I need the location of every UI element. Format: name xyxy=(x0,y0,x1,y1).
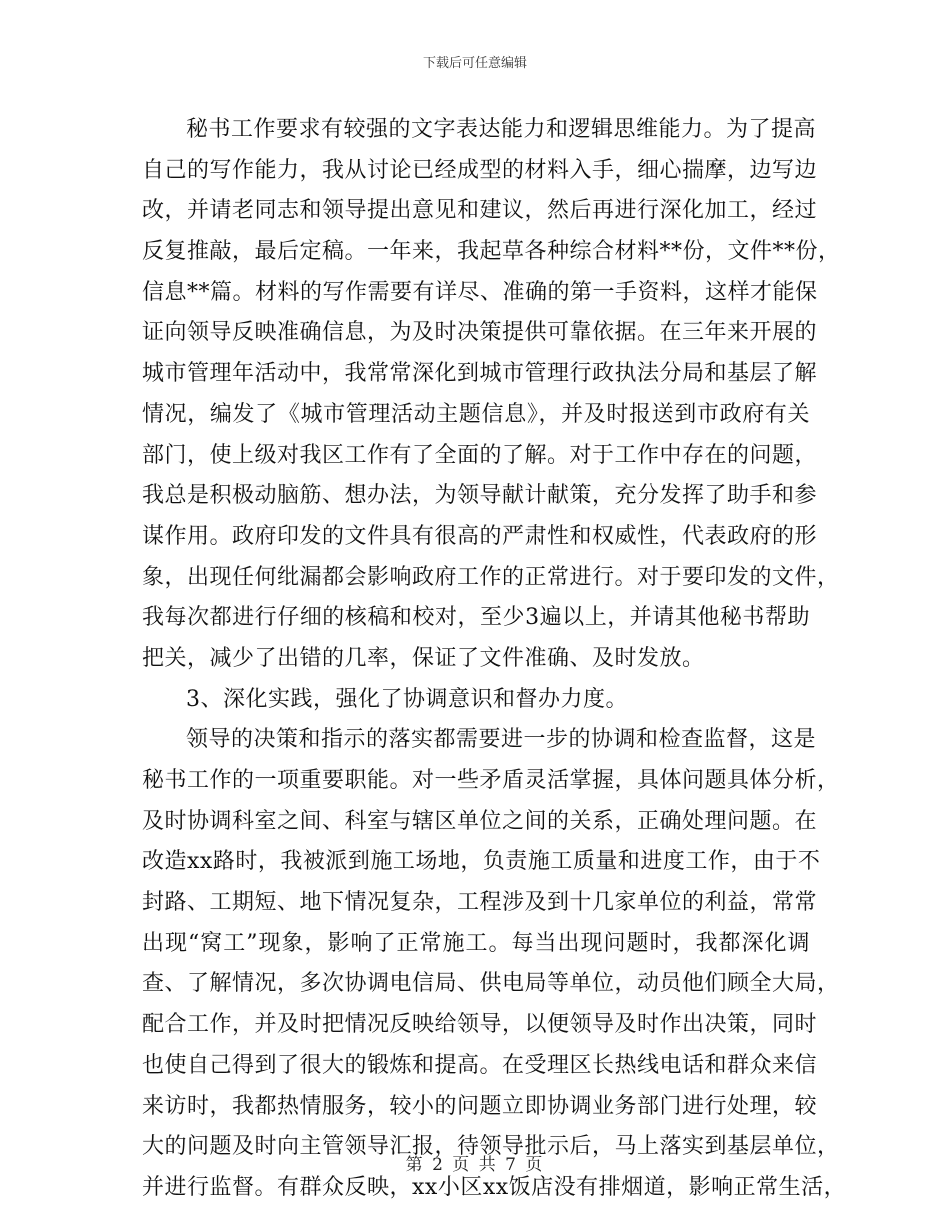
text-line: 象，出现任何纰漏都会影响政府工作的正常进行。对于要印发的文件， xyxy=(142,564,840,590)
text-line: 情况，编发了《城市管理活动主题信息》，并及时报送到市政府有关 xyxy=(142,401,810,427)
text-line: 改，并请老同志和领导提出意见和建议，然后再进行深化加工，经过 xyxy=(142,198,818,224)
text-line: 领导的决策和指示的落实都需要进一步的协调和检查监督，这是 xyxy=(186,727,817,753)
text-line: 部门，使上级对我区工作有了全面的了解。对于工作中存在的问题， xyxy=(142,442,818,468)
text-line: 我每次都进行仔细的核稿和校对，至少3遍以上，并请其他秘书帮助 xyxy=(142,605,810,631)
text-line: 来访时，我都热情服务，较小的问题立即协调业务部门进行处理，较 xyxy=(142,1093,818,1119)
text-line: 出现“窝工”现象，影响了正常施工。每当出现问题时，我都深化调 xyxy=(142,930,810,956)
text-line: 封路、工期短、地下情况复杂，工程涉及到十几家单位的利益，常常 xyxy=(142,890,818,916)
page-footer: 第 2 页 共 7 页 xyxy=(405,1155,545,1175)
text-line: 3、深化实践，强化了协调意识和督办力度。 xyxy=(186,686,628,712)
text-line: 信息**篇。材料的写作需要有详尽、准确的第一手资料，这样才能保 xyxy=(142,279,818,305)
text-line: 也使自己得到了很大的锻炼和提高。在受理区长热线电话和群众来信 xyxy=(142,1052,818,1078)
text-line: 把关，减少了出错的几率，保证了文件准确、及时发放。 xyxy=(142,645,705,671)
document-body xyxy=(142,110,847,1209)
text-line: 秘书工作要求有较强的文字表达能力和逻辑思维能力。为了提高 xyxy=(186,117,817,142)
text-line: 秘书工作的一项重要职能。对一些矛盾灵活掌握，具体问题具体分析， xyxy=(142,768,840,793)
page-header: 下载后可任意编辑 xyxy=(422,56,527,71)
text-line: 反复推敲，最后定稿。一年来，我起草各种综合材料**份，文件**份， xyxy=(142,239,841,265)
text-line: 城市管理年活动中，我常常深化到城市管理行政执法分局和基层了解 xyxy=(142,361,818,387)
text-line: 及时协调科室之间、科室与辖区单位之间的关系，正确处理问题。在 xyxy=(142,808,818,834)
text-line: 谋作用。政府印发的文件具有很高的严肃性和权威性，代表政府的形 xyxy=(142,523,818,549)
text-line: 自己的写作能力，我从讨论已经成型的材料入手，细心揣摩，边写边 xyxy=(142,157,818,183)
text-line: 并进行监督。有群众反映，xx小区xx饭店没有排烟道，影响正常生活， xyxy=(142,1174,847,1200)
text-line: 配合工作，并及时把情况反映给领导，以便领导及时作出决策，同时 xyxy=(142,1012,818,1038)
text-line: 证向领导反映准确信息，为及时决策提供可靠依据。在三年来开展的 xyxy=(142,320,818,346)
text-line: 改造xx路时，我被派到施工场地，负责施工质量和进度工作，由于不 xyxy=(142,849,821,875)
text-line: 查、了解情况，多次协调电信局、供电局等单位，动员他们顾全大局， xyxy=(142,971,840,997)
text-line: 大的问题及时向主管领导汇报，待领导批示后，马上落实到基层单位， xyxy=(142,1134,840,1160)
text-line: 我总是积极动脑筋、想办法，为领导献计献策，充分发挥了助手和参 xyxy=(142,483,818,509)
